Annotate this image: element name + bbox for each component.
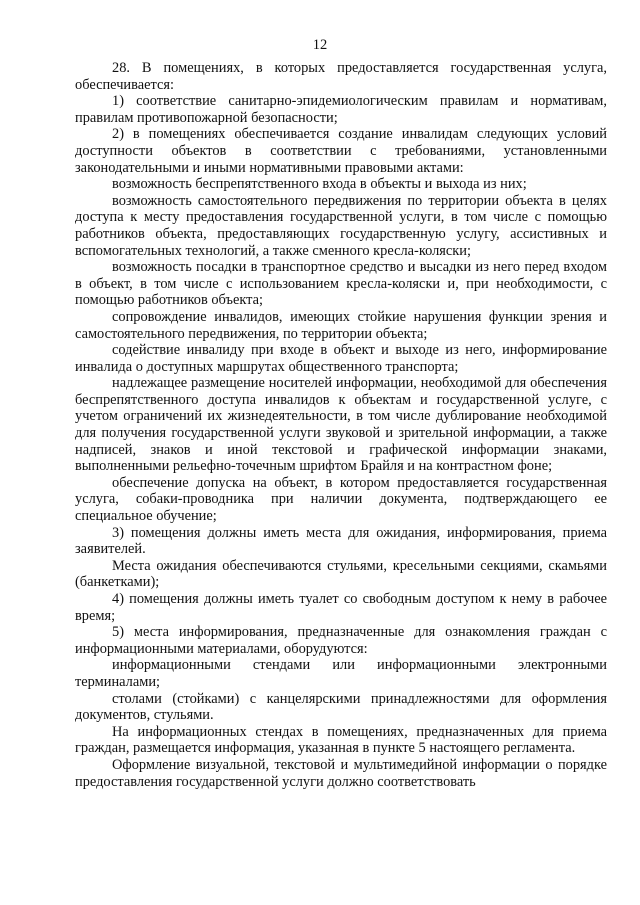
paragraph: столами (стойками) с канцелярскими принадлежностями для оформления документов, стульями. xyxy=(75,690,607,724)
paragraph: 3) помещения должны иметь места для ожидания, информирования, приема заявителей. xyxy=(75,524,607,558)
document-body xyxy=(75,60,607,790)
paragraph: На информационных стендах в помещениях, предназначенных для приема граждан, размещается информация, указанная в пункте 5 настоящего регламента. xyxy=(75,723,607,757)
paragraph: надлежащее размещение носителей информации, необходимой для обеспечения беспрепятственного доступа инвалидов к объектам и государственной услуге, с учетом ограничений их жизнедеятельности, в том числе дублирование необходимой для получения государственной услуги звуковой и зрительной информации, а также надписей, знаков и иной текстовой и графической информации знаками, выполненными рельефно-точечным шрифтом Брайля и на контрастном фоне; xyxy=(75,375,607,475)
paragraph: Оформление визуальной, текстовой и мультимедийной информации о порядке предоставления государственной услуги должно соответствовать xyxy=(75,756,607,790)
paragraph: сопровождение инвалидов, имеющих стойкие нарушения функции зрения и самостоятельного передвижения, по территории объекта; xyxy=(75,308,607,342)
paragraph: возможность беспрепятственного входа в объекты и выхода из них; xyxy=(112,176,527,193)
paragraph: содействие инвалиду при входе в объект и выходе из него, информирование инвалида о доступных маршрутах общественного транспорта; xyxy=(75,342,607,375)
paragraph: 1) соответствие санитарно-эпидемиологическим правилам и нормативам, правилам противопожарной безопасности; xyxy=(75,93,607,126)
paragraph: 2) в помещениях обеспечивается создание инвалидам следующих условий доступности объектов в соответствии с требованиями, установленными законодательными и иными нормативными правовыми актами: xyxy=(75,126,607,176)
paragraph: возможность посадки в транспортное средство и высадки из него перед входом в объект, в том числе с использованием кресла-коляски и, при необходимости, с помощью работников объекта; xyxy=(75,259,607,309)
paragraph: возможность самостоятельного передвижения по территории объекта в целях доступа к месту предоставления государственной услуги, в том числе с помощью работников объекта, предоставляющих государственную услугу, ассистивных и вспомогательных технологий, а также сменного кресла-коляски; xyxy=(75,192,607,259)
page-number: 12 xyxy=(312,37,328,53)
paragraph: информационными стендами или информационными электронными терминалами; xyxy=(75,657,607,690)
paragraph: 5) места информирования, предназначенные для ознакомления граждан с информационными материалами, оборудуются: xyxy=(75,624,607,657)
paragraph: Места ожидания обеспечиваются стульями, кресельными секциями, скамьями (банкетками); xyxy=(75,557,607,591)
paragraph: 28. В помещениях, в которых предоставляется государственная услуга, обеспечивается: xyxy=(75,60,607,93)
paragraph: 4) помещения должны иметь туалет со свободным доступом к нему в рабочее время; xyxy=(75,591,607,624)
paragraph: обеспечение допуска на объект, в котором предоставляется государственная услуга, собаки-проводника при наличии документа, подтверждающего ее специальное обучение; xyxy=(75,474,607,525)
